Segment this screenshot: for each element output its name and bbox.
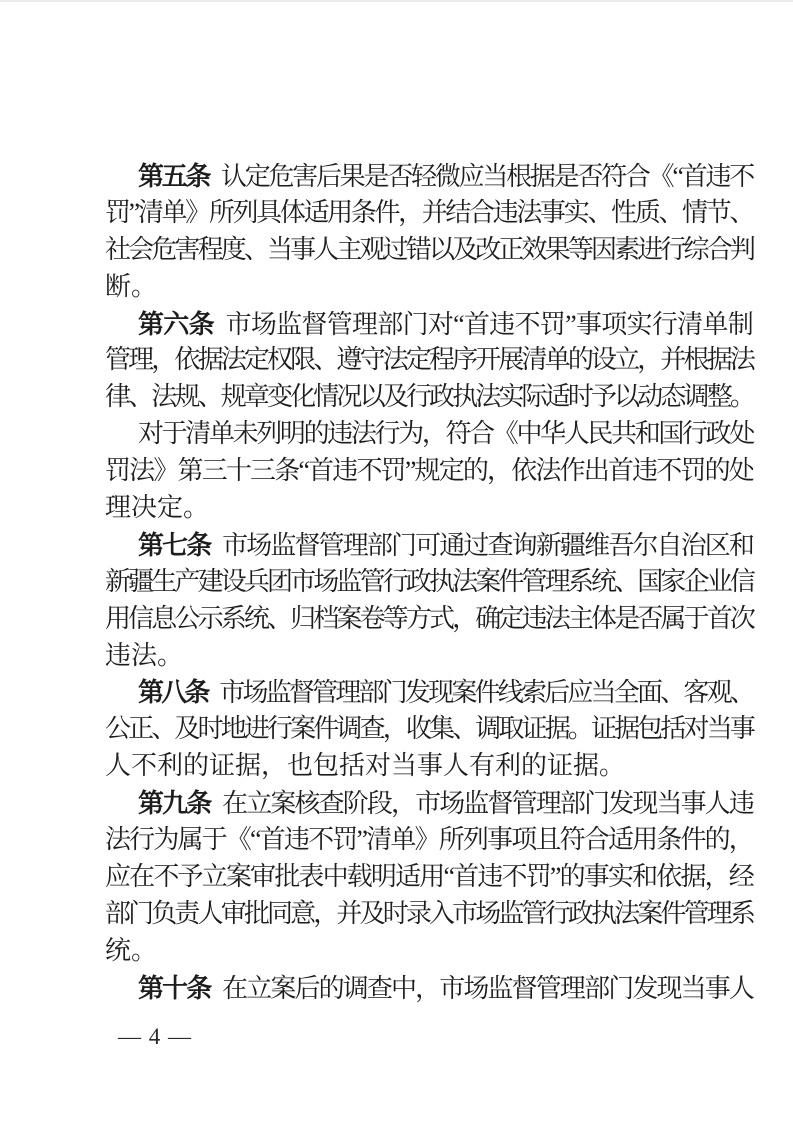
article-9-line-3: 应在不予立案审批表中载明适用“首违不罚”的事实和依据，经 [105, 861, 753, 891]
article-8-line-1: 第八条 市场监督管理部门发现案件线索后应当全面、客观、 [138, 677, 753, 708]
article-5-line-4: 断。 [105, 271, 158, 301]
article-6-paragraph-2-line-3: 理决定。 [105, 493, 210, 523]
article-7-line-3: 用信息公示系统、归档案卷等方式，确定违法主体是否属于首次 [105, 603, 753, 633]
article-9-line-5: 统。 [105, 935, 158, 965]
article-7-line-2: 新疆生产建设兵团市场监管行政执法案件管理系统、国家企业信 [105, 566, 753, 596]
article-number: 第十条 [138, 972, 211, 1003]
article-8-line-3: 人不利的证据，也包括对当事人有利的证据。 [105, 751, 626, 781]
article-6-paragraph-2-line-1: 对于清单未列明的违法行为，符合《中华人民共和国行政处 [138, 419, 753, 449]
article-5-line-1: 第五条 认定危害后果是否轻微应当根据是否符合《“首违不 [138, 161, 753, 191]
article-6-line-2: 管理，依据法定权限、遵守法定程序开展清单的设立，并根据法 [105, 345, 753, 375]
article-8-line-2: 公正、及时地进行案件调查，收集、调取证据。证据包括对当事 [105, 714, 753, 744]
article-5-line-2: 罚”清单》所列具体适用条件，并结合违法事实、性质、情节、 [105, 197, 753, 227]
article-number: 第九条 [138, 788, 211, 819]
article-number: 第七条 [138, 529, 211, 560]
article-6-line-1: 第六条 市场监督管理部门对“首违不罚”事项实行清单制 [138, 308, 753, 339]
article-number: 第六条 [138, 308, 214, 339]
article-9-line-4: 部门负责人审批同意，并及时录入市场监管行政执法案件管理系 [105, 898, 753, 928]
article-9-line-2: 法行为属于《“首违不罚”清单》所列事项且符合适用条件的， [105, 825, 753, 855]
article-9-line-1: 第九条 在立案核查阶段，市场监督管理部门发现当事人违 [138, 788, 753, 819]
article-5-line-3: 社会危害程度、当事人主观过错以及改正效果等因素进行综合判 [105, 234, 753, 264]
article-7-line-4: 违法。 [105, 640, 184, 670]
article-7-line-1: 第七条 市场监督管理部门可通过查询新疆维吾尔自治区和 [138, 529, 753, 560]
scan-edge-line [0, 0, 793, 2]
article-number: 第八条 [138, 677, 208, 708]
page-number: — 4 — [118, 1024, 192, 1049]
article-6-paragraph-2-line-2: 罚法》第三十三条“首违不罚”规定的，依法作出首违不罚的处 [105, 456, 753, 486]
article-10-line-1: 第十条 在立案后的调查中，市场监督管理部门发现当事人 [138, 972, 753, 1003]
document-body [105, 158, 753, 1006]
article-6-line-3: 律、法规、规章变化情况以及行政执法实际适时予以动态调整。 [105, 382, 753, 412]
article-number: 第五条 [138, 161, 210, 191]
